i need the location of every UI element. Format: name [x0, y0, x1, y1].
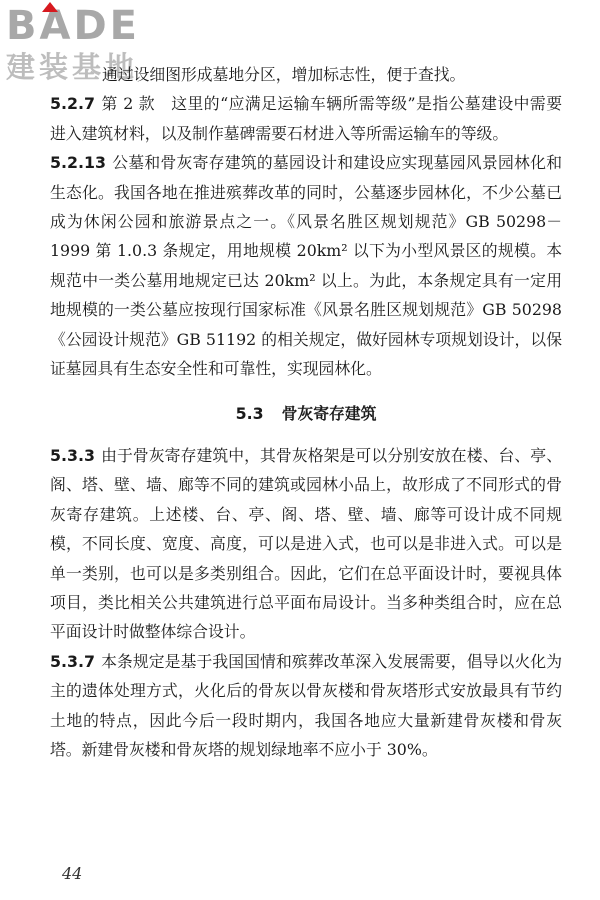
- clause-text: 公墓和骨灰寄存建筑的墓园设计和建设应实现墓园风景园林化和生态化。我国各地在推进殡葬改革的同时，公墓逐步园林化，不少公墓已成为休闲公园和旅游景点之一。《风景名胜区规划规范》GB 50298－1999 第 1.0.3 条规定，用地规模 20km² 以下为小型风景区的规模。本规范中一类公墓用地规定已达 20km² 以上。为此，本条规定具有一定用地规模的一类公墓应按现行国家标准《风景名胜区规划规范》GB 50298《公园设计规范》GB 51192 的相关规定，做好园林专项规划设计，以保证墓园具有生态安全性和可靠性，实现园林化。: [50, 153, 562, 379]
- logo-accent-triangle-icon: [42, 2, 58, 12]
- clause-number: 5.2.7: [50, 94, 95, 114]
- logo-chinese-text: 建装基地: [6, 50, 139, 84]
- logo-latin-text: BADE: [6, 3, 140, 49]
- clause-text: 本条规定是基于我国国情和殡葬改革深入发展需要，倡导以火化为主的遗体处理方式，火化后的骨灰以骨灰楼和骨灰塔形式安放最具有节约土地的特点，因此今后一段时期内，我国各地应大量新建骨灰楼和骨灰塔。新建骨灰楼和骨灰塔的规划绿地率不应小于 30%。: [50, 651, 562, 759]
- section-heading: [50, 399, 562, 428]
- clause-text: 第 2 款 这里的“应满足运输车辆所需等级”是指公墓建设中需要进入建筑材料，以及制作墓碑需要石材进入等所需运输车的等级。: [50, 94, 562, 143]
- clause-5-2-13: [50, 148, 562, 383]
- paragraph-text: 通过设细图形成墓地分区，增加标志性，便于查找。: [102, 65, 466, 84]
- clause-5-3-3: [50, 441, 562, 647]
- page-number: 44: [62, 864, 83, 883]
- paragraph-continuation: [50, 60, 562, 89]
- section-number: 5.3: [235, 404, 264, 424]
- clause-5-2-7: [50, 89, 562, 148]
- clause-number: 5.3.3: [50, 445, 95, 465]
- clause-5-3-7: [50, 647, 562, 765]
- section-title: 骨灰寄存建筑: [281, 404, 377, 424]
- document-body: [50, 60, 562, 764]
- clause-number: 5.3.7: [50, 651, 95, 671]
- clause-number: 5.2.13: [50, 153, 106, 173]
- clause-text: 由于骨灰寄存建筑中，其骨灰格架是可以分别安放在楼、台、亭、阁、塔、壁、墙、廊等不同的建筑或园林小品上，故形成了不同形式的骨灰寄存建筑。上述楼、台、亭、阁、塔、壁、墙、廊等可设计成不同规模，不同长度、宽度、高度，可以是进入式，也可以是非进入式。可以是单一类别，也可以是多类别组合。因此，它们在总平面设计时，要视具体项目，类比相关公共建筑进行总平面布局设计。当多种类组合时，应在总平面设计时做整体综合设计。: [50, 445, 562, 642]
